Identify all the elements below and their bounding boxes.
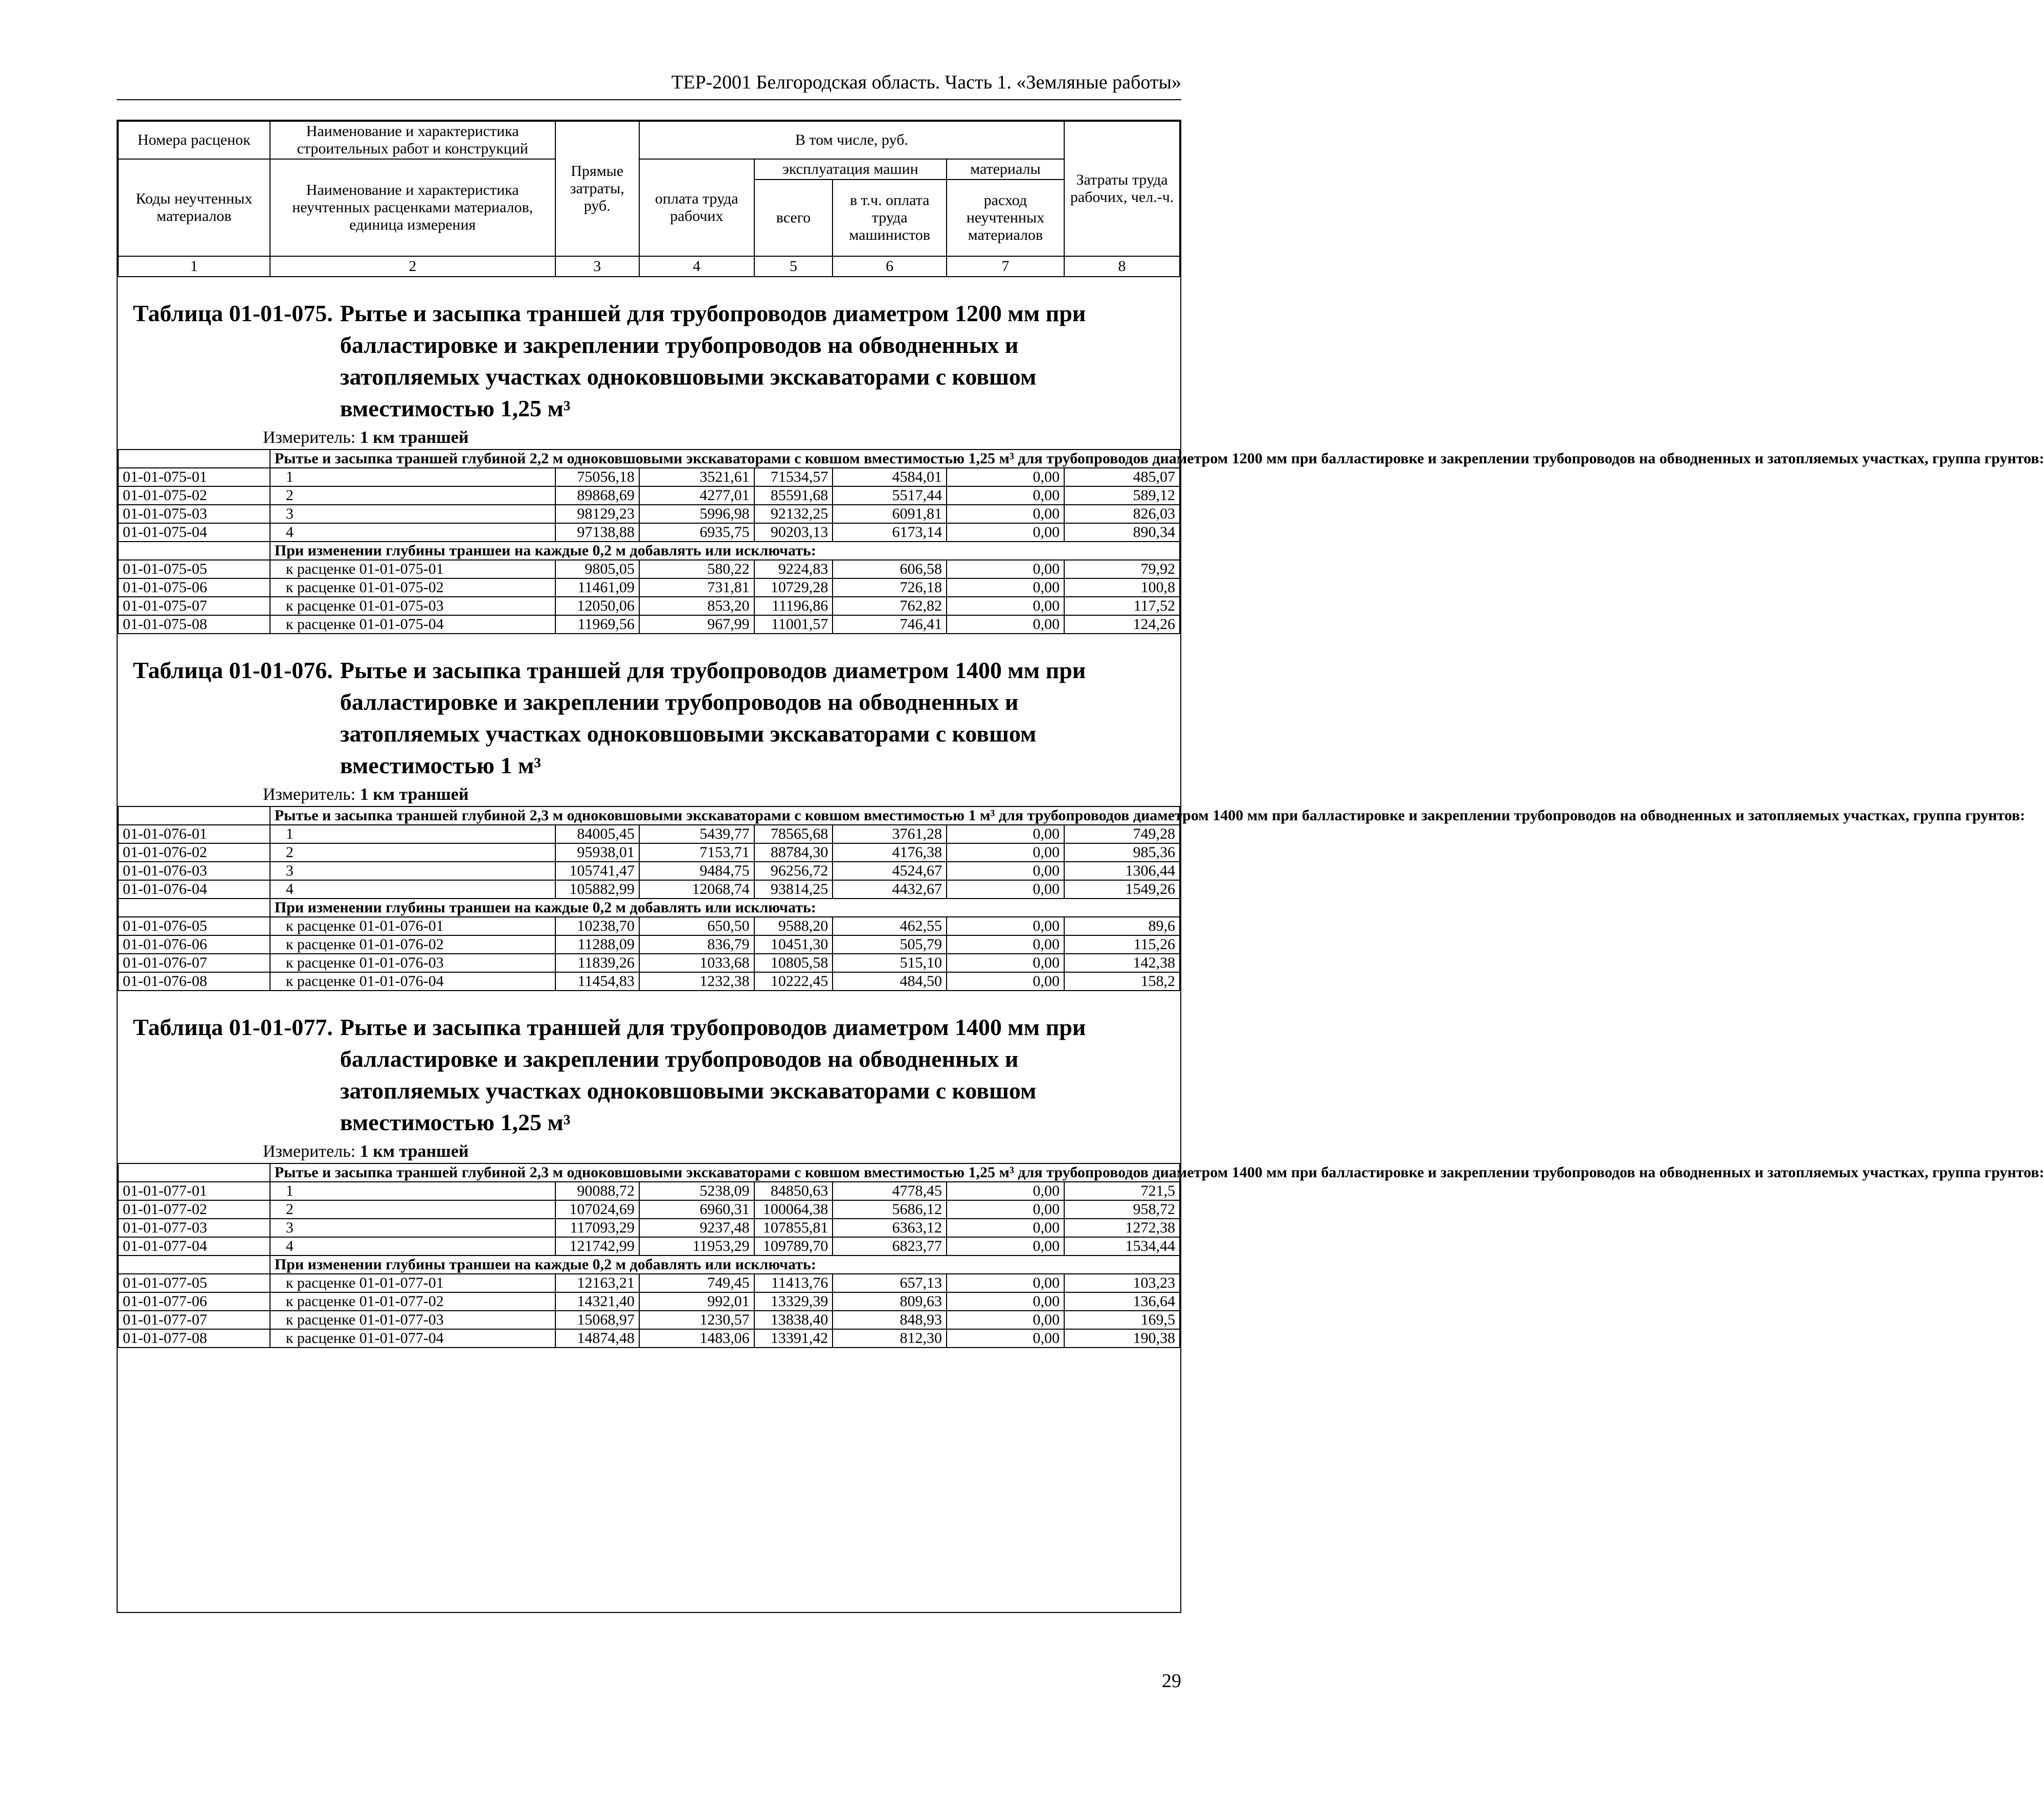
rate-value: 5686,12 (833, 1200, 947, 1219)
rate-value: 746,41 (833, 615, 947, 634)
rate-value: 7153,71 (639, 843, 754, 862)
subheading-code-cell (118, 1255, 270, 1274)
rate-code: 01-01-075-06 (118, 578, 270, 597)
table-row (118, 825, 1180, 843)
rates-table (118, 449, 2044, 634)
rate-value: 10729,28 (754, 578, 833, 597)
table-row (118, 597, 1180, 615)
rate-code: 01-01-076-03 (118, 862, 270, 880)
rate-code: 01-01-075-01 (118, 468, 270, 486)
rate-value: 11288,09 (555, 935, 639, 954)
rate-value: 0,00 (947, 523, 1064, 542)
rate-value: 6960,31 (639, 1200, 754, 1219)
measure-unit (118, 1140, 1180, 1163)
measure-value: 1 км траншей (360, 428, 469, 447)
rate-value: 721,5 (1064, 1182, 1180, 1200)
rate-code: 01-01-077-02 (118, 1200, 270, 1219)
rate-code: 01-01-076-06 (118, 935, 270, 954)
rate-value: 85591,68 (754, 486, 833, 505)
table-row (118, 1182, 1180, 1200)
table-row (118, 1292, 1180, 1311)
rate-code: 01-01-076-05 (118, 917, 270, 935)
table-row (118, 862, 1180, 880)
rate-value: 121742,99 (555, 1237, 639, 1255)
rate-code: 01-01-077-05 (118, 1274, 270, 1292)
section-title (118, 655, 1180, 781)
rate-name: 4 (270, 523, 555, 542)
rate-code: 01-01-075-03 (118, 505, 270, 523)
rate-value: 158,2 (1064, 972, 1180, 991)
rate-value: 93814,25 (754, 880, 833, 899)
description-code-cell (118, 806, 270, 825)
rate-value: 589,12 (1064, 486, 1180, 505)
rate-value: 0,00 (947, 972, 1064, 991)
rate-value: 809,63 (833, 1292, 947, 1311)
table-row (118, 560, 1180, 578)
rates-table (118, 806, 2025, 991)
rate-value: 0,00 (947, 505, 1064, 523)
rate-value: 3761,28 (833, 825, 947, 843)
rate-value: 1534,44 (1064, 1237, 1180, 1255)
rate-code: 01-01-076-07 (118, 954, 270, 972)
measure-value: 1 км траншей (360, 785, 469, 804)
section-title-prefix: Таблица 01-01-076. (133, 657, 333, 683)
rate-value: 749,45 (639, 1274, 754, 1292)
rate-value: 0,00 (947, 1274, 1064, 1292)
rate-value: 107024,69 (555, 1200, 639, 1219)
col-codes-top: Номера расценок (118, 121, 270, 159)
rate-value: 462,55 (833, 917, 947, 935)
rate-value: 13838,40 (754, 1311, 833, 1329)
rate-name: 1 (270, 825, 555, 843)
rate-value: 0,00 (947, 825, 1064, 843)
rate-value: 11001,57 (754, 615, 833, 634)
depth-change-heading: При изменении глубины траншеи на каждые 0,2 м добавлять или исключать: (270, 899, 1180, 917)
rate-value: 15068,97 (555, 1311, 639, 1329)
rate-value: 4277,01 (639, 486, 754, 505)
table-section (118, 655, 2025, 991)
section-title-prefix: Таблица 01-01-077. (133, 1014, 333, 1040)
rate-code: 01-01-075-04 (118, 523, 270, 542)
rate-value: 90088,72 (555, 1182, 639, 1200)
rate-value: 1549,26 (1064, 880, 1180, 899)
rate-value: 485,07 (1064, 468, 1180, 486)
rate-value: 115,26 (1064, 935, 1180, 954)
rate-value: 9224,83 (754, 560, 833, 578)
table-row (118, 1200, 1180, 1219)
rate-value: 484,50 (833, 972, 947, 991)
rate-name: 3 (270, 862, 555, 880)
section-title-text: Рытье и засыпка траншей для трубопроводов диаметром 1400 мм при балластировке и закреплении трубопроводов на обводненных и затопляемых участках одноковшовыми экскаваторами с ковшом вместимостью 1 м³ (340, 657, 1086, 778)
rate-value: 12068,74 (639, 880, 754, 899)
section-title (118, 1012, 1180, 1138)
rate-value: 11953,29 (639, 1237, 754, 1255)
subheading-code-cell (118, 542, 270, 560)
rate-value: 6363,12 (833, 1219, 947, 1237)
rate-value: 13329,39 (754, 1292, 833, 1311)
rate-name: к расценке 01-01-077-04 (270, 1329, 555, 1348)
col-name-top: Наименование и характеристика строительных работ и конструкций (270, 121, 555, 159)
rate-name: 1 (270, 1182, 555, 1200)
rate-name: к расценке 01-01-077-01 (270, 1274, 555, 1292)
rate-value: 1230,57 (639, 1311, 754, 1329)
rate-name: 2 (270, 486, 555, 505)
work-description: Рытье и засыпка траншей глубиной 2,3 м одноковшовыми экскаваторами с ковшом вместимостью 1 м³ для трубопроводов диаметром 1400 мм при балластировке и закреплении трубопроводов на обводненных и затопляемых участках, группа грунтов: (270, 806, 1180, 825)
description-code-cell (118, 1163, 270, 1182)
rate-name: к расценке 01-01-076-01 (270, 917, 555, 935)
measure-unit (118, 783, 1180, 806)
col-number: 5 (754, 256, 833, 277)
table-row (118, 486, 1180, 505)
group-machines: эксплуатация машин (754, 159, 947, 180)
rate-value: 4176,38 (833, 843, 947, 862)
col-number: 4 (639, 256, 754, 277)
rate-value: 97138,88 (555, 523, 639, 542)
col-codes-bottom: Коды неучтенных материалов (118, 159, 270, 256)
rate-code: 01-01-077-03 (118, 1219, 270, 1237)
rate-value: 11461,09 (555, 578, 639, 597)
rate-value: 1033,68 (639, 954, 754, 972)
rate-name: к расценке 01-01-075-01 (270, 560, 555, 578)
table-row (118, 917, 1180, 935)
rate-value: 4584,01 (833, 468, 947, 486)
rate-name: к расценке 01-01-077-02 (270, 1292, 555, 1311)
rate-name: к расценке 01-01-076-04 (270, 972, 555, 991)
table-row (118, 1219, 1180, 1237)
description-code-cell (118, 450, 270, 468)
col-number: 3 (555, 256, 639, 277)
rate-value: 3521,61 (639, 468, 754, 486)
rate-name: 1 (270, 468, 555, 486)
rate-value: 5517,44 (833, 486, 947, 505)
rate-value: 9484,75 (639, 862, 754, 880)
table-row (118, 1329, 1180, 1348)
rate-name: 3 (270, 1219, 555, 1237)
rate-code: 01-01-075-08 (118, 615, 270, 634)
rate-value: 78565,68 (754, 825, 833, 843)
rate-value: 11969,56 (555, 615, 639, 634)
rate-code: 01-01-075-02 (118, 486, 270, 505)
price-table-frame (117, 120, 2044, 1613)
rate-value: 836,79 (639, 935, 754, 954)
rate-value: 6091,81 (833, 505, 947, 523)
rate-value: 731,81 (639, 578, 754, 597)
rate-code: 01-01-076-08 (118, 972, 270, 991)
depth-change-heading: При изменении глубины траншеи на каждые 0,2 м добавлять или исключать: (270, 542, 1180, 560)
rate-value: 4432,67 (833, 880, 947, 899)
group-including: В том числе, руб. (639, 121, 1064, 159)
rate-value: 967,99 (639, 615, 754, 634)
rate-value: 650,50 (639, 917, 754, 935)
col-machines-total: всего (754, 180, 833, 256)
rate-value: 505,79 (833, 935, 947, 954)
rate-value: 109789,70 (754, 1237, 833, 1255)
rate-name: к расценке 01-01-076-03 (270, 954, 555, 972)
rate-value: 985,36 (1064, 843, 1180, 862)
rate-value: 853,20 (639, 597, 754, 615)
rate-value: 14874,48 (555, 1329, 639, 1348)
rate-name: к расценке 01-01-075-02 (270, 578, 555, 597)
rate-code: 01-01-077-06 (118, 1292, 270, 1311)
rate-value: 105882,99 (555, 880, 639, 899)
col-number: 6 (833, 256, 947, 277)
section-title (118, 298, 1180, 424)
rate-value: 103,23 (1064, 1274, 1180, 1292)
rate-value: 0,00 (947, 486, 1064, 505)
section-title-text: Рытье и засыпка траншей для трубопроводов диаметром 1200 мм при балластировке и закреплении трубопроводов на обводненных и затопляемых участках одноковшовыми экскаваторами с ковшом вместимостью 1,25 м³ (340, 300, 1086, 421)
rate-value: 90203,13 (754, 523, 833, 542)
rate-value: 9805,05 (555, 560, 639, 578)
rate-value: 13391,42 (754, 1329, 833, 1348)
rate-value: 10805,58 (754, 954, 833, 972)
rate-value: 71534,57 (754, 468, 833, 486)
column-header-table (118, 121, 1180, 277)
rate-value: 84850,63 (754, 1182, 833, 1200)
rate-value: 812,30 (833, 1329, 947, 1348)
rate-code: 01-01-075-07 (118, 597, 270, 615)
rate-value: 79,92 (1064, 560, 1180, 578)
col-number: 1 (118, 256, 270, 277)
rate-value: 4524,67 (833, 862, 947, 880)
rate-name: 2 (270, 1200, 555, 1219)
rate-value: 1306,44 (1064, 862, 1180, 880)
table-row (118, 954, 1180, 972)
rate-value: 6823,77 (833, 1237, 947, 1255)
table-row (118, 523, 1180, 542)
rate-value: 124,26 (1064, 615, 1180, 634)
rate-value: 848,93 (833, 1311, 947, 1329)
rate-code: 01-01-077-07 (118, 1311, 270, 1329)
rate-value: 5238,09 (639, 1182, 754, 1200)
rate-value: 0,00 (947, 560, 1064, 578)
table-row (118, 972, 1180, 991)
rate-value: 0,00 (947, 615, 1064, 634)
rate-name: к расценке 01-01-077-03 (270, 1311, 555, 1329)
rate-value: 1232,38 (639, 972, 754, 991)
rate-value: 958,72 (1064, 1200, 1180, 1219)
rate-value: 0,00 (947, 597, 1064, 615)
rate-value: 992,01 (639, 1292, 754, 1311)
rate-value: 142,38 (1064, 954, 1180, 972)
table-row (118, 615, 1180, 634)
col-number: 7 (947, 256, 1064, 277)
rate-value: 10222,45 (754, 972, 833, 991)
table-row (118, 505, 1180, 523)
rate-value: 6173,14 (833, 523, 947, 542)
col-operator-pay: в т.ч. оплата труда машинистов (833, 180, 947, 256)
rate-value: 169,5 (1064, 1311, 1180, 1329)
rate-value: 10238,70 (555, 917, 639, 935)
col-number: 2 (270, 256, 555, 277)
rate-value: 0,00 (947, 1292, 1064, 1311)
rate-name: к расценке 01-01-075-03 (270, 597, 555, 615)
rate-value: 657,13 (833, 1274, 947, 1292)
rate-value: 726,18 (833, 578, 947, 597)
table-row (118, 1274, 1180, 1292)
rate-value: 11413,76 (754, 1274, 833, 1292)
col-worker-pay: оплата труда рабочих (639, 159, 754, 256)
rate-value: 92132,25 (754, 505, 833, 523)
rate-value: 0,00 (947, 954, 1064, 972)
work-description: Рытье и засыпка траншей глубиной 2,2 м одноковшовыми экскаваторами с ковшом вместимостью 1,25 м³ для трубопроводов диаметром 1200 мм при балластировке и закреплении трубопроводов на обводненных и затопляемых участках, группа грунтов: (270, 450, 1180, 468)
rate-value: 0,00 (947, 1237, 1064, 1255)
rate-value: 0,00 (947, 578, 1064, 597)
rate-value: 117093,29 (555, 1219, 639, 1237)
measure-label: Измеритель: (263, 785, 356, 804)
measure-unit (118, 427, 1180, 449)
rate-value: 0,00 (947, 1182, 1064, 1200)
rate-name: 3 (270, 505, 555, 523)
table-row (118, 1237, 1180, 1255)
rate-value: 136,64 (1064, 1292, 1180, 1311)
rate-value: 0,00 (947, 1311, 1064, 1329)
rate-value: 580,22 (639, 560, 754, 578)
rate-value: 826,03 (1064, 505, 1180, 523)
rate-value: 890,34 (1064, 523, 1180, 542)
rate-value: 0,00 (947, 935, 1064, 954)
running-header: ТЕР-2001 Белгородская область. Часть 1. «Земляные работы» (117, 71, 1181, 100)
rate-code: 01-01-076-02 (118, 843, 270, 862)
rate-value: 100,8 (1064, 578, 1180, 597)
rate-name: к расценке 01-01-076-02 (270, 935, 555, 954)
table-section (118, 298, 2044, 634)
section-title-text: Рытье и засыпка траншей для трубопроводов диаметром 1400 мм при балластировке и закреплении трубопроводов на обводненных и затопляемых участках одноковшовыми экскаваторами с ковшом вместимостью 1,25 м³ (340, 1014, 1086, 1135)
rate-value: 4778,45 (833, 1182, 947, 1200)
rate-value: 9588,20 (754, 917, 833, 935)
rate-value: 11839,26 (555, 954, 639, 972)
col-materials-consumption: расход неучтенных материалов (947, 180, 1064, 256)
rate-value: 12163,21 (555, 1274, 639, 1292)
rate-value: 117,52 (1064, 597, 1180, 615)
col-name-bottom: Наименование и характеристика неучтенных расценками материалов, единица измерения (270, 159, 555, 256)
rate-value: 0,00 (947, 843, 1064, 862)
rate-value: 190,38 (1064, 1329, 1180, 1348)
rate-value: 95938,01 (555, 843, 639, 862)
rate-code: 01-01-075-05 (118, 560, 270, 578)
rate-value: 107855,81 (754, 1219, 833, 1237)
rate-code: 01-01-076-01 (118, 825, 270, 843)
depth-change-heading: При изменении глубины траншеи на каждые 0,2 м добавлять или исключать: (270, 1255, 1180, 1274)
rate-value: 0,00 (947, 1200, 1064, 1219)
col-direct-costs: Прямые затраты, руб. (555, 121, 639, 256)
rate-value: 749,28 (1064, 825, 1180, 843)
section-title-prefix: Таблица 01-01-075. (133, 300, 333, 326)
rate-value: 10451,30 (754, 935, 833, 954)
rate-value: 89868,69 (555, 486, 639, 505)
rate-value: 515,10 (833, 954, 947, 972)
measure-label: Измеритель: (263, 1142, 356, 1161)
rate-value: 75056,18 (555, 468, 639, 486)
rate-code: 01-01-076-04 (118, 880, 270, 899)
rate-value: 9237,48 (639, 1219, 754, 1237)
table-row (118, 468, 1180, 486)
rate-value: 14321,40 (555, 1292, 639, 1311)
rate-value: 11196,86 (754, 597, 833, 615)
rates-table (118, 1163, 2044, 1348)
rate-code: 01-01-077-04 (118, 1237, 270, 1255)
sections-container (118, 298, 2044, 1348)
rate-value: 0,00 (947, 862, 1064, 880)
measure-label: Измеритель: (263, 428, 356, 447)
rate-value: 0,00 (947, 1329, 1064, 1348)
column-number-row (118, 256, 1180, 277)
measure-value: 1 км траншей (360, 1142, 469, 1161)
rate-value: 100064,38 (754, 1200, 833, 1219)
table-row (118, 880, 1180, 899)
rate-name: 4 (270, 880, 555, 899)
rate-value: 88784,30 (754, 843, 833, 862)
rate-code: 01-01-077-08 (118, 1329, 270, 1348)
table-row (118, 843, 1180, 862)
rate-value: 1483,06 (639, 1329, 754, 1348)
rate-value: 12050,06 (555, 597, 639, 615)
col-number: 8 (1064, 256, 1180, 277)
rate-name: 2 (270, 843, 555, 862)
rate-value: 6935,75 (639, 523, 754, 542)
table-section (118, 1012, 2044, 1348)
rate-value: 89,6 (1064, 917, 1180, 935)
rate-value: 84005,45 (555, 825, 639, 843)
rate-name: к расценке 01-01-075-04 (270, 615, 555, 634)
rate-value: 11454,83 (555, 972, 639, 991)
rate-value: 0,00 (947, 468, 1064, 486)
rate-value: 96256,72 (754, 862, 833, 880)
rate-value: 105741,47 (555, 862, 639, 880)
work-description: Рытье и засыпка траншей глубиной 2,3 м одноковшовыми экскаваторами с ковшом вместимостью 1,25 м³ для трубопроводов диаметром 1400 мм при балластировке и закреплении трубопроводов на обводненных и затопляемых участках, группа грунтов: (270, 1163, 1180, 1182)
rate-value: 1272,38 (1064, 1219, 1180, 1237)
rate-code: 01-01-077-01 (118, 1182, 270, 1200)
group-materials: материалы (947, 159, 1064, 180)
rate-value: 5996,98 (639, 505, 754, 523)
rate-value: 0,00 (947, 880, 1064, 899)
table-row (118, 1311, 1180, 1329)
rate-value: 98129,23 (555, 505, 639, 523)
col-labor-hours: Затраты труда рабочих, чел.-ч. (1064, 121, 1180, 256)
subheading-code-cell (118, 899, 270, 917)
table-row (118, 935, 1180, 954)
rate-value: 5439,77 (639, 825, 754, 843)
rate-value: 0,00 (947, 1219, 1064, 1237)
rate-value: 606,58 (833, 560, 947, 578)
rate-name: 4 (270, 1237, 555, 1255)
page-number: 29 (1162, 1670, 1181, 1692)
table-row (118, 578, 1180, 597)
rate-value: 0,00 (947, 917, 1064, 935)
rate-value: 762,82 (833, 597, 947, 615)
